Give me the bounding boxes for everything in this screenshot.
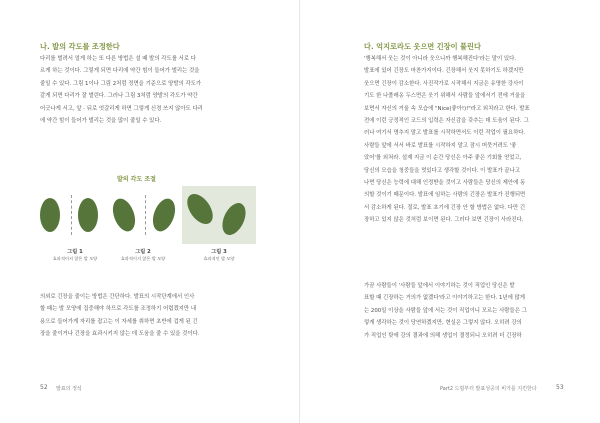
text-line: 할 때는 발 모양에 집중해야 하므로 각도를 조정하기 어렵겠지만 내 (40, 306, 197, 313)
text-line: 르게 하는 것이다. 그렇게 되면 다리에 약간 힘이 들어가 벌리는 것을 (40, 68, 200, 75)
right-paragraph-1 (364, 53, 576, 227)
text-line: 의할 것이기 때문이다. 발표에 임하는 사람의 긴장은 발표가 진행되면 (364, 192, 526, 199)
text-line: 렇게 생각하는 것이 당연하겠지만, 현실은 그렇지 않다. 오히려 강의 (364, 320, 522, 327)
text-line: '행복해서 웃는 것이 아니라 웃으니까 행복해진다'라는 말이 있다. (364, 56, 517, 62)
text-line: 서 감소하게 된다. 절로, 발표 초기에 긴장 안 할 방법은 없다. 다만 긴 (364, 204, 526, 211)
text-line: 러나 여기서 명추지 말고 발표를 시작하면서도 이런 작업이 필요하다. (364, 130, 526, 137)
left-paragraph-2 (40, 291, 262, 341)
text-line: 다리를 벌려서 얼게 하는 또 다른 방법은 설 때 발의 각도를 서로 다 (40, 56, 196, 62)
text-line: 의외로 긴장을 줄이는 방법은 간단하다. 발표의 시작단계에서 인사 (40, 294, 195, 300)
text-line: 발표에 있어 긴장도 마찬가지이다. 긴장해서 웃지 못하기도 하겠지만 (364, 68, 524, 75)
text-line: 았어'를 외쳐라. 설제 지금 이 순간 당신은 아주 좋은 기회를 얻었고, (364, 155, 522, 162)
text-line: 줄일 수 있다. 그림 1이나 그림 2처럼 정면을 기준으로 양발의 각도가 (40, 80, 202, 87)
figure-2-label: 그림 2 (135, 249, 151, 255)
text-line: 에 약간 힘이 들어가 벌리는 것을 많이 줄일 수 있다. (40, 118, 162, 125)
figure-1 (38, 190, 108, 242)
right-foot-shape (78, 198, 98, 232)
figure-2 (110, 190, 180, 242)
text-line: 장하고 있지 않은 것처럼 보이면 된다. 그러다 보면 긴장이 사라진다. (364, 217, 524, 224)
text-line: 같게 되면 다리가 잘 벌린다. 그러나 그림 3처럼 양발의 각도가 약간 (40, 93, 198, 100)
text-line: 가 직업인 탓에 강의 결과에 의해 생업이 결정되니 오히려 더 긴장하 (364, 332, 522, 339)
text-line: 는 200일 이상을 사람들 앞에 서는 것이 직업이니 모르는 사람들은 그 (364, 307, 527, 314)
text-line: 표할 때 긴장하는 거의가 없겠다'라고 이야기하고는 한다. 1년에 많게 (364, 295, 525, 302)
center-line (145, 195, 146, 235)
figure-title: 발의 각도 조절 (117, 176, 156, 183)
left-foot-shape (109, 196, 139, 235)
right-foot-shape (218, 199, 250, 238)
text-line: 장을 줄이거나 긴장을 효과시키지 않는 데 도움을 줄 수 있을 것이다. (40, 331, 200, 338)
figure-1-label: 그림 1 (67, 249, 83, 255)
figure-2-caption: 효과적이지 않은 발 모양 (120, 256, 166, 261)
center-line (71, 195, 72, 235)
left-foot-shape (182, 189, 218, 228)
figure-3-caption: 효과적인 발 모양 (203, 256, 235, 261)
right-foot-shape (149, 196, 179, 235)
figure-3-label: 그림 3 (211, 249, 227, 255)
left-foot-shape (40, 198, 60, 232)
right-paragraph-2 (364, 280, 576, 342)
section-heading-right: 다. 억지로라도 웃으면 긴장이 풀린다 (364, 42, 481, 51)
text-line: 보면서 자신의 거울 속 모습에 "Nice(좋아!)!"라고 외치라고 한다. 발표 (364, 105, 530, 112)
text-line: 나면 당신은 능력에 대해 인정받을 것이고 사람들은 당신의 제안에 동 (364, 180, 526, 187)
figure-3 (182, 186, 256, 244)
text-line: 웃으면 긴장이 감소한다. 사진작가로 시작해서 지금은 유명한 강사이 (364, 80, 524, 87)
right-page (300, 0, 600, 423)
section-heading-left: 나. 발의 각도를 조정한다 (40, 42, 120, 51)
running-title-left: 발표의 정석 (56, 386, 82, 392)
running-title-right: Part2 드릴부터 발표성공의 비가를 지킨한다 (440, 386, 537, 392)
text-line: 가끔 사람들이 '사람들 앞에서 이야기하는 것이 직업인 당신은 발 (364, 283, 515, 289)
figure-1-caption: 효과적이지 않은 발 모양 (52, 256, 98, 261)
text-line: 전에 이런 긍정적인 코드의 입력은 자신감을 갖추는 데 도움이 된다. 그 (364, 118, 529, 125)
text-line: 어긋나게 서고, 앞 · 뒤로 엇갈리게 하면 그렇게 신경 쓰지 않아도 다리 (40, 105, 203, 112)
text-line: 기도 한 나폴레옹 두스면은 웃기 위해서 사람들 앞에서기 전에 거울을 (364, 93, 526, 100)
page-number-left: 52 (40, 384, 48, 391)
text-line: 용으로 들어가게 자리를 잡고는 이 자세를 취하면 초반에 겁게 된 긴 (40, 318, 198, 325)
text-line: 당신의 모습을 청중들을 멋있다고 생각할 것이다. 이 발표가 끝나고 (364, 167, 521, 174)
text-line: 사람들 앞에 서서 바로 발표를 시작하지 말고 잠시 머뭇거려도 '좋 (364, 142, 517, 149)
page-number-right: 53 (556, 384, 564, 391)
left-paragraph-1 (40, 53, 262, 127)
